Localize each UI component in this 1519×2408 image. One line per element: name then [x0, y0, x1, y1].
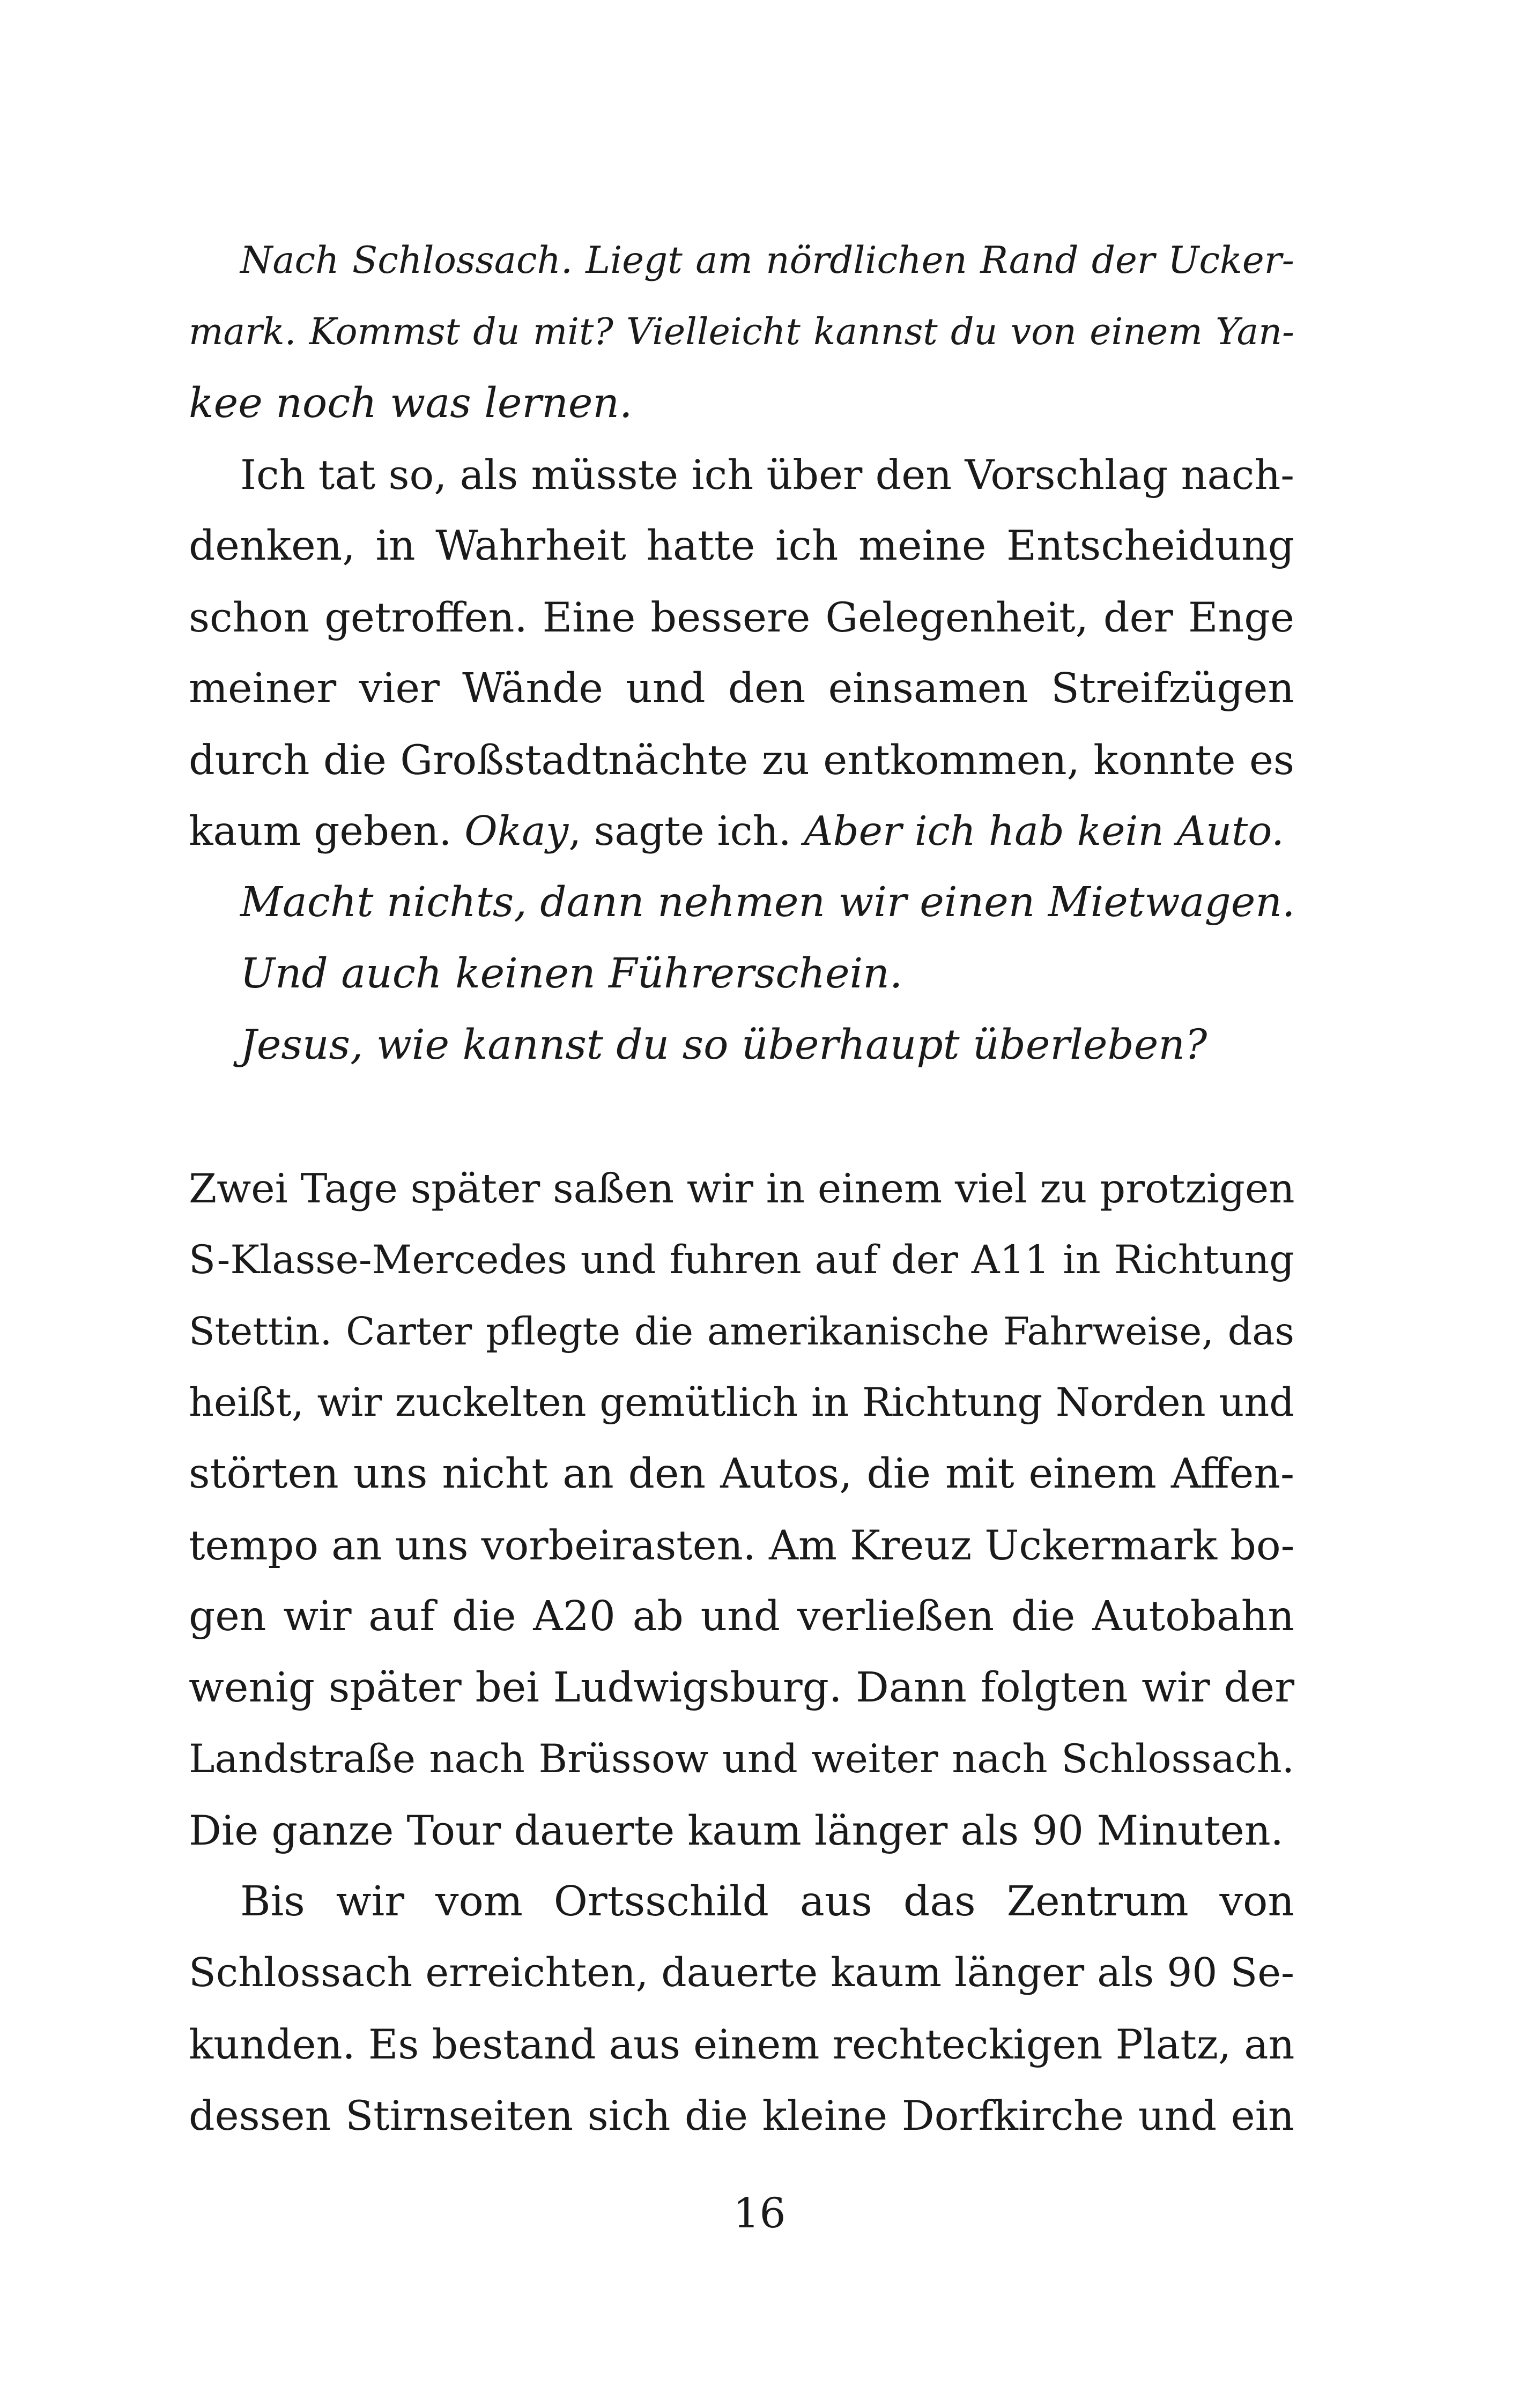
text-run-italic: Aber ich hab kein Auto. — [804, 807, 1284, 854]
text-line: schon getroffen. Eine bessere Gelegenheit, der Enge — [189, 593, 1294, 641]
text-run: , sagte ich. — [568, 807, 804, 854]
text-line: tempo an uns vorbeirasten. Am Kreuz Uckermark bo- — [189, 1521, 1295, 1569]
text-run: kaum geben. — [189, 807, 465, 854]
text-line: Jesus, wie kannst du so überhaupt überleben? — [240, 1021, 1207, 1069]
text-line: Bis wir vom Ortsschild aus das Zentrum von — [240, 1878, 1294, 1926]
text-run-italic: Okay — [464, 807, 569, 854]
section-break — [189, 1081, 1294, 1153]
book-page — [189, 225, 1294, 2151]
section-narrative — [189, 1153, 1294, 2151]
text-line: Stettin. Carter pflegte die amerikanische Fahrweise, das — [189, 1309, 1294, 1354]
text-line: Nach Schlossach. Liegt am nördlichen Rand der Ucker- — [240, 239, 1294, 282]
text-line: wenig später bei Ludwigsburg. Dann folgten wir der — [189, 1664, 1294, 1712]
text-line: kunden. Es bestand aus einem rechteckigen Platz, an — [189, 2020, 1295, 2068]
text-line: Ich tat so, als müsste ich über den Vorschlag nach- — [240, 451, 1294, 499]
text-line — [189, 796, 1294, 867]
text-line: Zwei Tage später saßen wir in einem viel zu protzigen — [189, 1165, 1295, 1212]
text-line: mark. Kommst du mit? Vielleicht kannst du von einem Yan- — [189, 311, 1294, 353]
section-dialogue — [189, 225, 1294, 1081]
text-line: heißt, wir zuckelten gemütlich in Richtung Norden und — [189, 1380, 1294, 1425]
text-line: Und auch keinen Führerschein. — [240, 950, 903, 998]
text-line: Macht nichts, dann nehmen wir einen Mietwagen. — [240, 879, 1295, 926]
text-line: störten uns nicht an den Autos, die mit einem Affen- — [189, 1450, 1294, 1498]
text-line: Schlossach erreichten, dauerte kaum länger als 90 Se- — [189, 1950, 1294, 1996]
text-line: Landstraße nach Brüssow und weiter nach Schlossach. — [189, 1736, 1294, 1782]
text-line: gen wir auf die A20 ab und verließen die Autobahn — [189, 1593, 1294, 1640]
text-line: durch die Großstadtnächte zu entkommen, konnte es — [189, 736, 1294, 784]
text-line: denken, in Wahrheit hatte ich meine Entscheidung — [189, 522, 1294, 570]
text-line: dessen Stirnseiten sich die kleine Dorfkirche und ein — [189, 2092, 1294, 2139]
text-line: meiner vier Wände und den einsamen Streifzügen — [189, 665, 1294, 712]
page-number: 16 — [733, 2190, 786, 2238]
text-line: Die ganze Tour dauerte kaum länger als 90 Minuten. — [189, 1807, 1284, 1854]
text-line: kee noch was lernen. — [189, 380, 633, 427]
text-line: S-Klasse-Mercedes und fuhren auf der A11 in Richtung — [189, 1237, 1294, 1283]
